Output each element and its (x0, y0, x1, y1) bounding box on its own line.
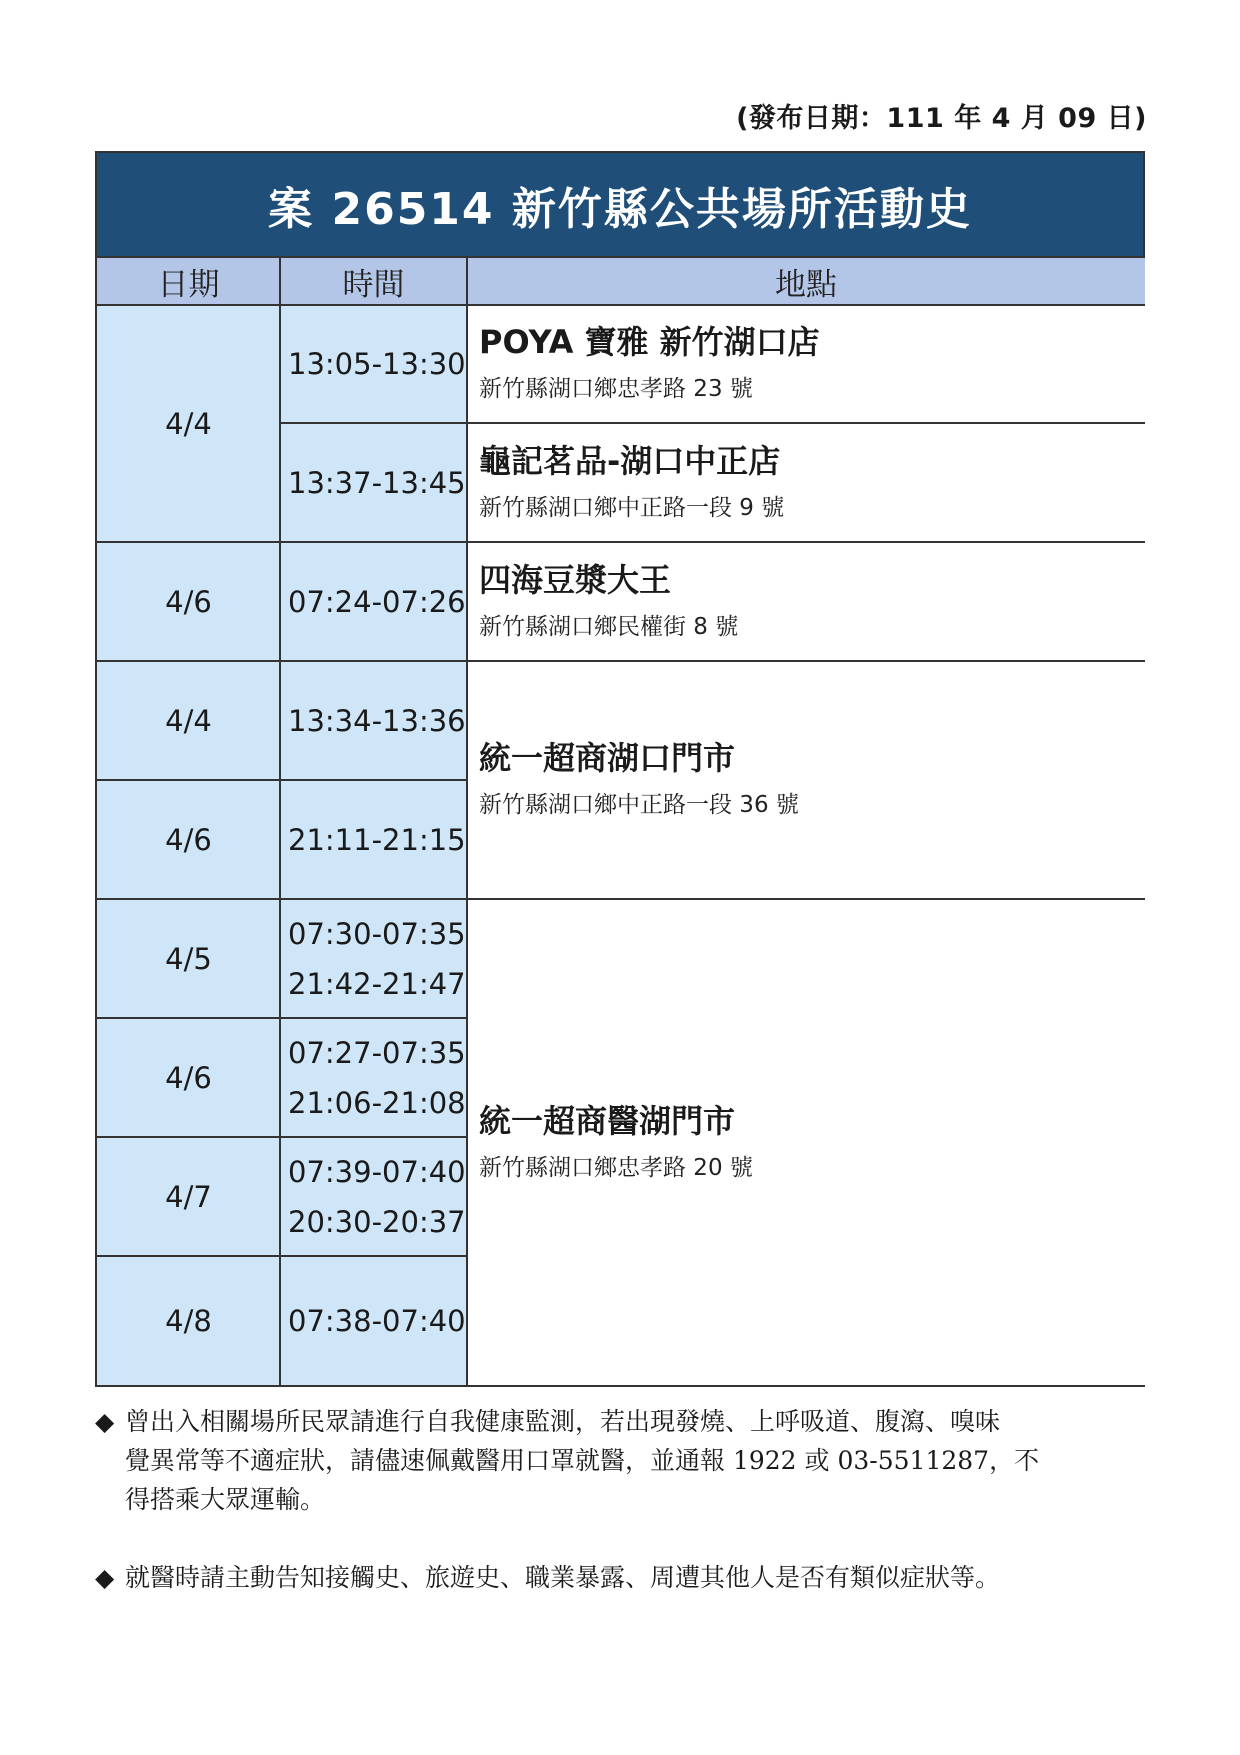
time-cell (280, 424, 467, 543)
note-line (95, 1558, 1145, 1597)
time-text: 21:42-21:47 (288, 966, 466, 1001)
time-text: 07:30-07:35 (288, 916, 466, 951)
date-text: 4/7 (165, 1179, 212, 1214)
date-text: 4/5 (165, 941, 212, 976)
date-text: 4/8 (165, 1304, 212, 1338)
time-text: 07:27-07:35 (288, 1035, 466, 1070)
date-cell (97, 306, 280, 543)
date-cell (97, 1257, 280, 1385)
time-text: 21:11-21:15 (288, 822, 466, 857)
note-line (95, 1441, 1145, 1480)
note-text: 曾出入相關場所民眾請進行自我健康監測，若出現發燒、上呼吸道、腹瀉、嗅味 (125, 1407, 1001, 1436)
time-cell (280, 543, 467, 662)
place-name: POYA 寶雅 新竹湖口店 (479, 323, 820, 361)
place-cell (467, 662, 1145, 900)
place-cell (467, 424, 1145, 543)
place-name: 龜記茗品-湖口中正店 (479, 441, 781, 480)
bullet-icon: ◆ (95, 1563, 115, 1592)
place-address: 新竹縣湖口鄉忠孝路 20 號 (479, 1154, 753, 1181)
date-text: 4/6 (165, 1060, 212, 1095)
place-name: 統一超商醫湖門市 (479, 1101, 736, 1140)
time-cell (280, 662, 467, 781)
column-divider (466, 256, 468, 1387)
time-text: 13:37-13:45 (288, 465, 466, 500)
place-cell (467, 900, 1145, 1385)
time-text: 13:34-13:36 (288, 703, 466, 738)
place-address: 新竹縣湖口鄉中正路一段 9 號 (479, 494, 785, 521)
note-text: 覺異常等不適症狀，請儘速佩戴醫用口罩就醫，並通報 1922 或 03-5511287，不 (125, 1446, 1040, 1475)
time-cell (280, 781, 467, 900)
note-line (95, 1480, 1145, 1519)
date-text: 4/4 (165, 406, 212, 441)
time-text: 07:39-07:40 (288, 1154, 466, 1189)
bullet-icon: ◆ (95, 1407, 115, 1436)
time-cell (280, 1257, 467, 1385)
time-text: 07:38-07:40 (288, 1304, 466, 1338)
place-address: 新竹縣湖口鄉民權街 8 號 (479, 613, 739, 640)
header-place: 地點 (467, 256, 1145, 306)
note-1 (95, 1402, 1145, 1519)
place-cell (467, 543, 1145, 662)
publish-date: (發布日期：111 年 4 月 09 日) (736, 103, 1147, 134)
date-cell (97, 900, 280, 1019)
place-address: 新竹縣湖口鄉中正路一段 36 號 (479, 792, 799, 818)
time-cell (280, 1138, 467, 1257)
time-cell (280, 900, 467, 1019)
activity-table (95, 151, 1145, 1387)
time-cell (280, 1019, 467, 1138)
date-cell (97, 543, 280, 662)
place-cell (467, 306, 1145, 424)
time-cell (280, 306, 467, 424)
header-time: 時間 (280, 256, 467, 306)
date-text: 4/6 (165, 584, 212, 619)
time-text: 20:30-20:37 (288, 1204, 466, 1239)
place-address: 新竹縣湖口鄉忠孝路 23 號 (479, 376, 753, 402)
note-line (95, 1402, 1145, 1441)
date-cell (97, 781, 280, 900)
time-text: 13:05-13:30 (288, 347, 466, 381)
time-text: 21:06-21:08 (288, 1085, 466, 1120)
note-text: 得搭乘大眾運輸。 (125, 1485, 326, 1514)
place-name: 統一超商湖口門市 (479, 739, 736, 777)
time-text: 07:24-07:26 (288, 584, 466, 619)
place-name: 四海豆漿大王 (479, 560, 672, 599)
note-text: 就醫時請主動告知接觸史、旅遊史、職業暴露、周遭其他人是否有類似症狀等。 (125, 1563, 1001, 1592)
column-divider (279, 256, 281, 1387)
date-cell (97, 1138, 280, 1257)
note-2 (95, 1558, 1145, 1597)
date-cell (97, 1019, 280, 1138)
date-text: 4/6 (165, 822, 212, 857)
date-text: 4/4 (165, 703, 212, 738)
date-cell (97, 662, 280, 781)
table-title: 案 26514 新竹縣公共場所活動史 (97, 153, 1143, 256)
header-date: 日期 (97, 256, 280, 306)
